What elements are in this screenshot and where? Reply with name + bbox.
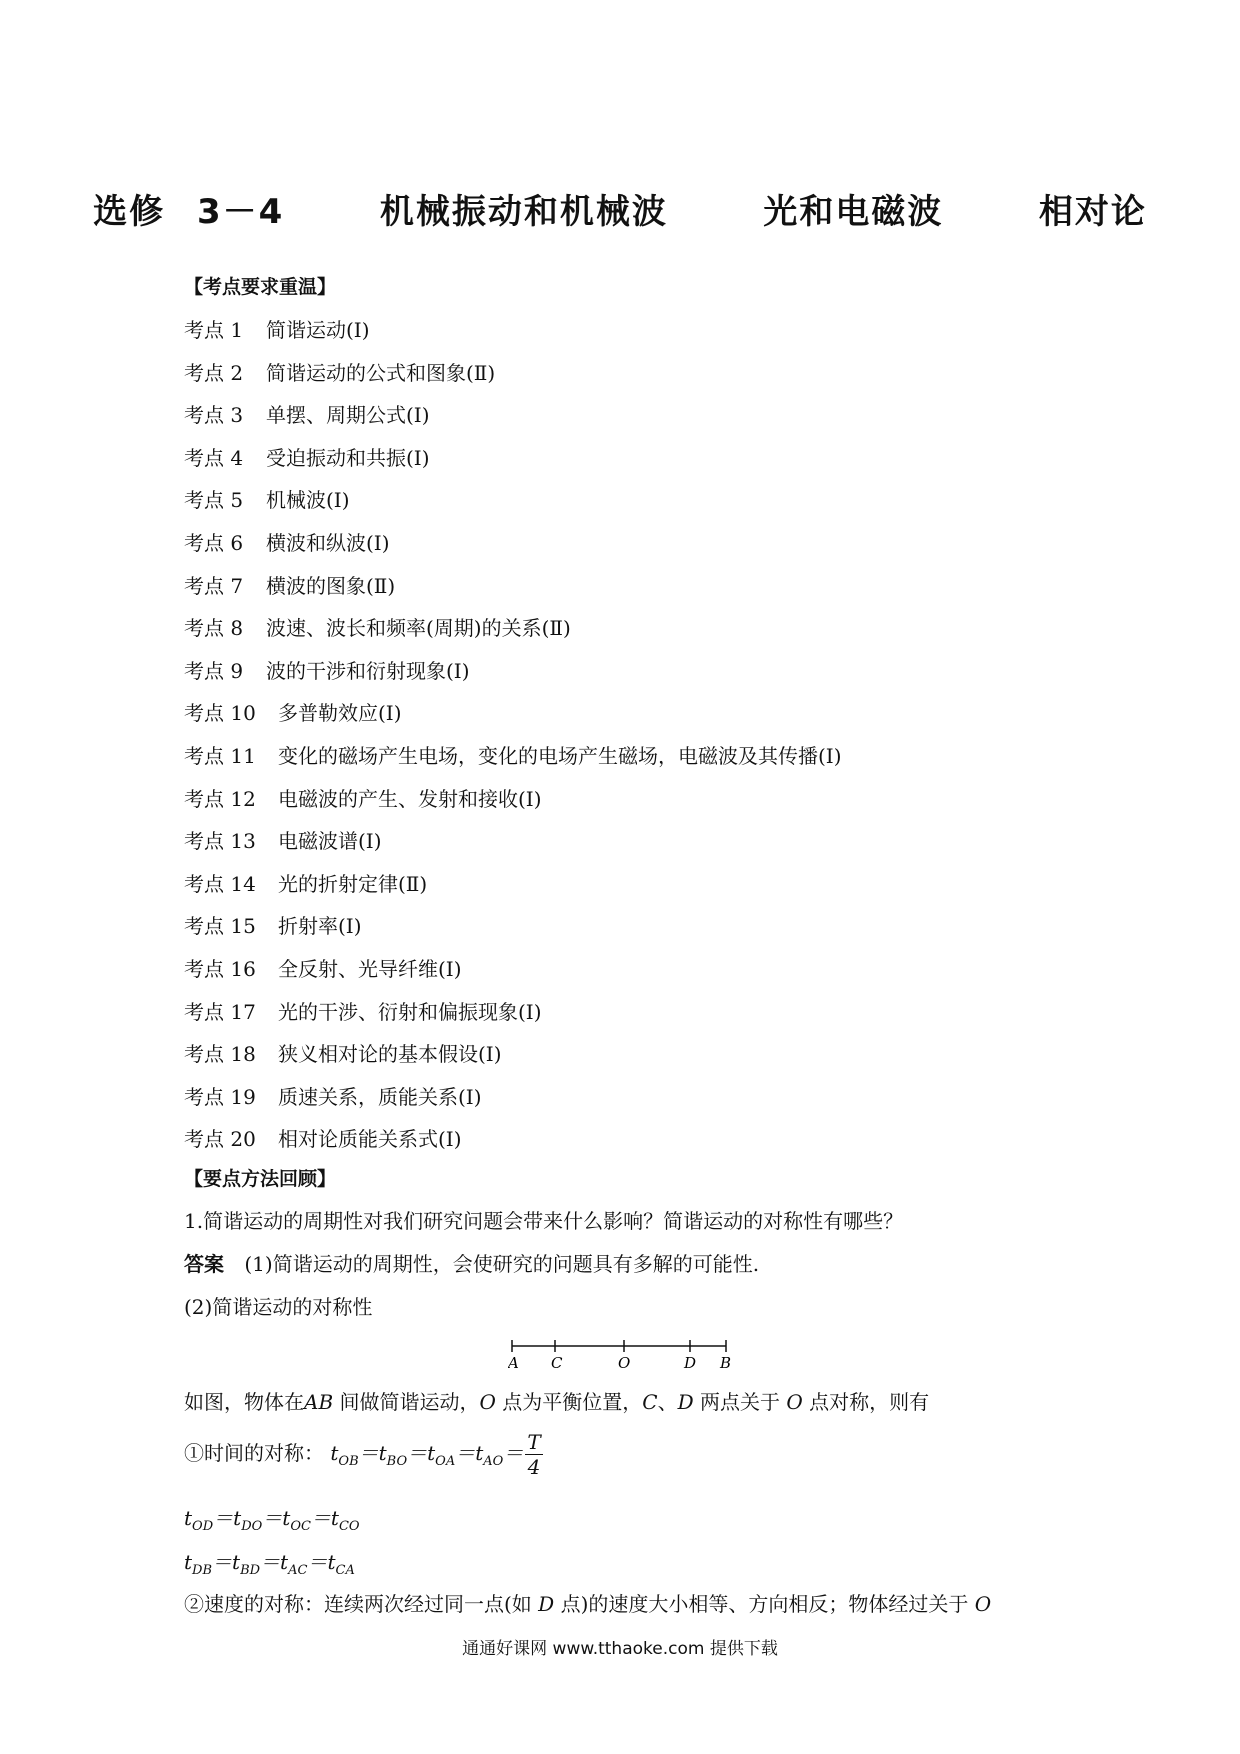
fig-text-3: 点为平衡位置， bbox=[495, 1390, 643, 1414]
fig-text-6: 点对称，则有 bbox=[802, 1390, 930, 1414]
kaodian-item bbox=[184, 1123, 462, 1152]
kaodian-text: 受迫振动和共振(Ⅰ) bbox=[266, 445, 430, 470]
kaodian-item bbox=[184, 697, 402, 726]
kaodian-number: 考点 19 bbox=[184, 1084, 256, 1109]
kaodian-text: 波的干涉和衍射现象(Ⅰ) bbox=[266, 658, 470, 683]
speed-text-2: 点)的速度大小相等、方向相反；物体经过关于 bbox=[554, 1592, 975, 1616]
kaodian-text: 多普勒效应(Ⅰ) bbox=[278, 701, 402, 726]
kaodian-item bbox=[184, 314, 370, 343]
question-1: 1.简谐运动的周期性对我们研究问题会带来什么影响？简谐运动的对称性有哪些？ bbox=[184, 1209, 904, 1233]
kaodian-number: 考点 14 bbox=[184, 871, 256, 896]
answer-part-1: (1)简谐运动的周期性，会使研究的问题具有多解的可能性. bbox=[244, 1252, 760, 1276]
kaodian-item bbox=[184, 612, 571, 641]
kaodian-number: 考点 10 bbox=[184, 701, 256, 726]
answer-part-2: (2)简谐运动的对称性 bbox=[184, 1295, 373, 1319]
kaodian-item bbox=[184, 953, 462, 982]
kaodian-number: 考点 20 bbox=[184, 1127, 256, 1152]
label-d: D bbox=[684, 1354, 697, 1372]
kaodian-item bbox=[184, 570, 396, 599]
frac-numerator: T bbox=[527, 1430, 541, 1454]
fig-text-2: 间做简谐运动， bbox=[333, 1390, 480, 1414]
time-sym-formula: $t_{OB}=t_{BO}=t_{OA}=t_{AO}=$ bbox=[330, 1441, 524, 1469]
section-heading-methods: 【要点方法回顾】 bbox=[184, 1168, 337, 1190]
speed-text-1: ②速度的对称：连续两次经过同一点(如 bbox=[184, 1592, 539, 1616]
kaodian-item bbox=[184, 1081, 482, 1110]
kaodian-item bbox=[184, 399, 430, 428]
speed-o: O bbox=[974, 1592, 992, 1616]
ab-axis-diagram bbox=[508, 1336, 734, 1372]
kaodian-item bbox=[184, 442, 430, 471]
kaodian-number: 考点 12 bbox=[184, 786, 256, 811]
kaodian-item bbox=[184, 783, 542, 812]
kaodian-text: 光的干涉、衍射和偏振现象(Ⅰ) bbox=[278, 999, 542, 1024]
kaodian-number: 考点 8 bbox=[184, 616, 244, 641]
kaodian-number: 考点 6 bbox=[184, 531, 244, 555]
kaodian-number: 考点 7 bbox=[184, 573, 244, 598]
answer-line-1 bbox=[184, 1248, 759, 1277]
kaodian-text: 折射率(Ⅰ) bbox=[278, 914, 362, 939]
kaodian-number: 考点 15 bbox=[184, 914, 256, 939]
kaodian-text: 电磁波的产生、发射和接收(Ⅰ) bbox=[278, 786, 542, 811]
kaodian-number: 考点 18 bbox=[184, 1042, 256, 1067]
kaodian-number: 考点 3 bbox=[184, 403, 244, 428]
answer-label: 答案 bbox=[184, 1252, 224, 1276]
fig-text-1: 如图，物体在 bbox=[184, 1390, 304, 1414]
section-heading-kaodian: 【考点要求重温】 bbox=[184, 276, 337, 298]
kaodian-number: 考点 5 bbox=[184, 488, 244, 513]
kaodian-text: 横波和纵波(Ⅰ) bbox=[266, 531, 390, 555]
kaodian-number: 考点 17 bbox=[184, 999, 256, 1024]
kaodian-number: 考点 13 bbox=[184, 829, 256, 854]
kaodian-text: 机械波(Ⅰ) bbox=[266, 488, 350, 513]
kaodian-number: 考点 11 bbox=[184, 744, 256, 768]
kaodian-text: 波速、波长和频率(周期)的关系(Ⅱ) bbox=[266, 616, 571, 641]
kaodian-item bbox=[184, 910, 362, 939]
time-sym-label: ①时间的对称： bbox=[184, 1441, 324, 1465]
t-over-4-fraction bbox=[525, 1432, 542, 1477]
time-equality-od: $t_{OD}=t_{DO}=t_{OC}=t_{CO}$ bbox=[184, 1506, 360, 1534]
label-b: B bbox=[720, 1354, 732, 1372]
kaodian-item bbox=[184, 527, 390, 556]
kaodian-number: 考点 1 bbox=[184, 318, 244, 342]
kaodian-item bbox=[184, 740, 842, 769]
figure-description bbox=[184, 1386, 929, 1415]
page-title: 选修 3－4 机械振动和机械波 光和电磁波 相对论 bbox=[93, 192, 1147, 232]
label-a: A bbox=[508, 1354, 519, 1372]
kaodian-item bbox=[184, 825, 382, 854]
kaodian-text: 相对论质能关系式(Ⅰ) bbox=[278, 1127, 462, 1152]
kaodian-item bbox=[184, 868, 428, 897]
fig-text-4: 、 bbox=[657, 1390, 678, 1414]
kaodian-text: 全反射、光导纤维(Ⅰ) bbox=[278, 957, 462, 981]
speed-symmetry-line bbox=[184, 1588, 991, 1617]
speed-d: D bbox=[538, 1592, 555, 1616]
kaodian-text: 单摆、周期公式(Ⅰ) bbox=[266, 403, 430, 428]
kaodian-number: 考点 16 bbox=[184, 957, 256, 981]
kaodian-text: 质速关系，质能关系(Ⅰ) bbox=[278, 1084, 482, 1109]
fig-d: D bbox=[677, 1390, 694, 1414]
kaodian-text: 变化的磁场产生电场，变化的电场产生磁场，电磁波及其传播(Ⅰ) bbox=[278, 744, 842, 768]
fig-o: O bbox=[479, 1390, 496, 1414]
kaodian-text: 光的折射定律(Ⅱ) bbox=[278, 871, 428, 896]
fig-ab: AB bbox=[304, 1390, 334, 1414]
footer-credit: 通通好课网 www.tthaoke.com 提供下载 bbox=[462, 1639, 778, 1659]
time-equality-db: $t_{DB}=t_{BD}=t_{AC}=t_{CA}$ bbox=[184, 1550, 355, 1578]
kaodian-text: 简谐运动的公式和图象(Ⅱ) bbox=[266, 360, 496, 385]
kaodian-item bbox=[184, 357, 496, 386]
kaodian-number: 考点 9 bbox=[184, 658, 244, 683]
kaodian-item bbox=[184, 484, 350, 513]
kaodian-text: 横波的图象(Ⅱ) bbox=[266, 573, 396, 598]
kaodian-text: 简谐运动(Ⅰ) bbox=[266, 318, 370, 342]
fig-o2: O bbox=[786, 1390, 803, 1414]
frac-denominator: 4 bbox=[527, 1455, 541, 1479]
kaodian-item bbox=[184, 1038, 502, 1067]
kaodian-item bbox=[184, 996, 542, 1025]
fig-text-5: 两点关于 bbox=[693, 1390, 787, 1414]
time-symmetry-line bbox=[184, 1432, 543, 1477]
kaodian-text: 狭义相对论的基本假设(Ⅰ) bbox=[278, 1042, 502, 1067]
kaodian-text: 电磁波谱(Ⅰ) bbox=[278, 829, 382, 854]
kaodian-number: 考点 2 bbox=[184, 360, 244, 385]
kaodian-number: 考点 4 bbox=[184, 445, 244, 470]
fig-c: C bbox=[642, 1390, 658, 1414]
label-c: C bbox=[551, 1354, 563, 1372]
kaodian-item bbox=[184, 655, 470, 684]
label-o: O bbox=[618, 1354, 631, 1372]
